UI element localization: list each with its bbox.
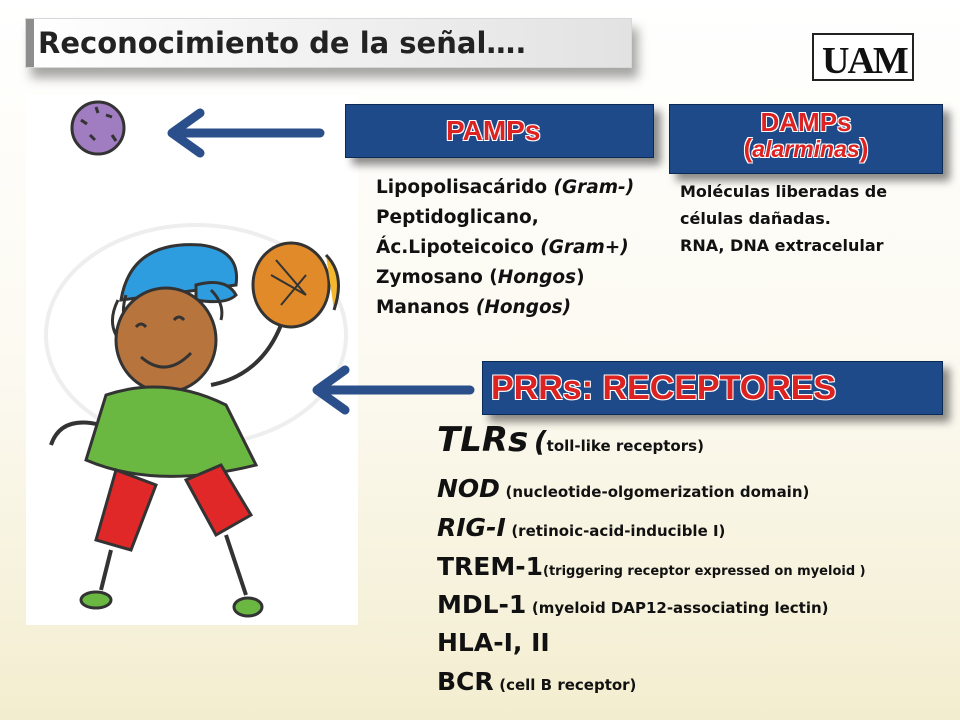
damps-sublabel: (alarminas)	[743, 133, 869, 163]
list-item: Moléculas liberadas de	[680, 182, 888, 201]
receptor-item: TLRs (toll-like receptors)	[437, 420, 704, 460]
prrs-label: PRRs: RECEPTORES	[491, 369, 837, 407]
receptor-item: RIG-I (retinoic-acid-inducible I)	[437, 513, 726, 542]
list-item: Zymosano (Hongos)	[376, 267, 585, 288]
receptor-item: BCR (cell B receptor)	[437, 667, 637, 696]
cartoon-child-illustration	[26, 95, 358, 625]
list-item: Ác.Lipoteicoico (Gram+)	[376, 237, 629, 258]
receptor-item: MDL-1 (myeloid DAP12-associating lectin)	[437, 590, 829, 619]
receptor-item: TREM-1(triggering receptor expressed on myeloid )	[437, 552, 866, 581]
slide-title: Reconocimiento de la señal….	[38, 26, 527, 60]
uam-logo	[812, 33, 914, 81]
damps-list	[680, 178, 887, 259]
pamps-banner	[345, 104, 654, 158]
list-item: células dañadas.	[680, 209, 831, 228]
damps-label: DAMPs	[760, 107, 852, 137]
receptor-item: HLA-I, II	[437, 628, 550, 657]
damps-banner	[669, 104, 943, 174]
prrs-banner	[482, 361, 943, 415]
list-item: RNA, DNA extracelular	[680, 236, 884, 255]
child-catching-ball-icon	[26, 95, 358, 625]
arrow-left-icon-top	[160, 108, 325, 158]
pamps-list	[376, 173, 634, 323]
pamps-label: PAMPs	[446, 115, 541, 146]
title-accent-bar	[26, 19, 34, 67]
receptor-item: NOD (nucleotide-olgomerization domain)	[437, 474, 810, 503]
logo-text: UAM	[822, 40, 907, 82]
list-item: Peptidoglicano,	[376, 207, 539, 228]
list-item: Lipopolisacárido (Gram-)	[376, 177, 635, 198]
list-item: Mananos (Hongos)	[376, 297, 572, 318]
arrow-left-icon-bottom	[305, 365, 475, 415]
